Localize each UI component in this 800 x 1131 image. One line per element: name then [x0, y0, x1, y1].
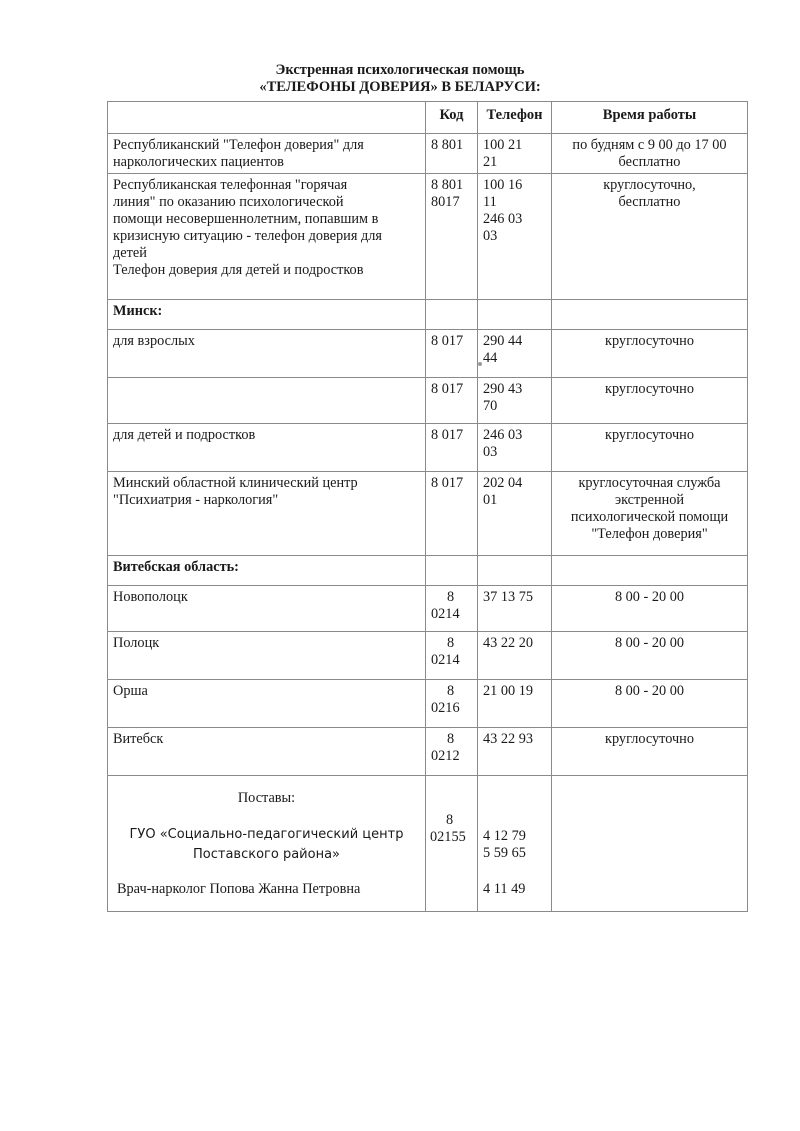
region-row	[108, 556, 748, 586]
name-line: Республиканский "Телефон доверия" для	[113, 137, 364, 153]
code-line: 8 017	[431, 427, 464, 443]
name-line: детей	[113, 245, 147, 261]
postavy-phone-cell	[478, 776, 552, 912]
phone-line: 37 13 75	[483, 589, 534, 605]
name-line: "Психиатрия - наркология"	[113, 492, 279, 508]
postavy-code-cell	[426, 776, 478, 912]
code-line: 8 017	[431, 333, 464, 349]
time-cell	[552, 472, 748, 556]
phone-line: 43 22 20	[483, 635, 534, 651]
code-cell	[426, 174, 478, 300]
table-body	[108, 134, 748, 776]
time-line: круглосуточно	[605, 427, 694, 443]
name-line: наркологических пациентов	[113, 154, 284, 170]
time-line: круглосуточно	[605, 381, 694, 397]
empty-cell	[426, 300, 478, 330]
time-line: круглосуточно,	[603, 177, 696, 193]
header-name	[108, 102, 426, 134]
phone-cell	[478, 330, 552, 378]
phone-line: 03	[483, 228, 498, 244]
code-cell	[426, 330, 478, 378]
title-line-2: «ТЕЛЕФОНЫ ДОВЕРИЯ» В БЕЛАРУСИ:	[259, 79, 541, 95]
name-line: Витебск	[113, 731, 164, 747]
postavy-code-line-2: 02155	[430, 829, 466, 845]
name-line: Минский областной клинический центр	[113, 475, 358, 491]
time-cell	[552, 680, 748, 728]
name-cell	[108, 378, 426, 424]
phone-cell	[478, 728, 552, 776]
header-code: Код	[426, 102, 478, 134]
name-line: для детей и подростков	[113, 427, 256, 443]
phone-line: 202 04	[483, 475, 523, 491]
name-cell	[108, 680, 426, 728]
phone-line: 290 43	[483, 381, 523, 397]
document-title	[0, 62, 800, 96]
name-cell	[108, 134, 426, 174]
time-line: 8 00 - 20 00	[614, 683, 685, 699]
phone-line: 290 44	[483, 333, 523, 349]
phone-line: 21	[483, 154, 498, 170]
table-row	[108, 680, 748, 728]
code-cell	[426, 632, 478, 680]
code-line: 8 801	[431, 177, 464, 193]
name-cell	[108, 472, 426, 556]
code-line: 8	[447, 731, 455, 747]
table-row	[108, 330, 748, 378]
postavy-code-line-1: 8	[446, 812, 454, 828]
table-header-row	[108, 102, 748, 134]
code-line: 0216	[431, 700, 460, 716]
hotline-table	[107, 101, 748, 912]
table-row	[108, 632, 748, 680]
title-line-1: Экстренная психологическая помощь	[275, 62, 525, 78]
table-row	[108, 472, 748, 556]
code-cell	[426, 586, 478, 632]
postavy-city: Поставы:	[237, 790, 296, 806]
name-line: кризисную ситуацию - телефон доверия для	[113, 228, 382, 244]
empty-cell	[426, 556, 478, 586]
name-line: Республиканская телефонная "горячая	[113, 177, 348, 193]
phone-cell	[478, 680, 552, 728]
code-cell	[426, 680, 478, 728]
code-cell	[426, 134, 478, 174]
scan-speck	[478, 362, 482, 366]
empty-cell	[552, 556, 748, 586]
phone-line: 44	[483, 350, 498, 366]
phone-line: 43 22 93	[483, 731, 534, 747]
phone-cell	[478, 174, 552, 300]
name-line: Новополоцк	[113, 589, 188, 605]
name-cell	[108, 728, 426, 776]
name-cell	[108, 632, 426, 680]
postavy-org	[113, 825, 420, 865]
code-cell	[426, 728, 478, 776]
phone-line: 246 03	[483, 427, 523, 443]
code-line: 8	[447, 589, 455, 605]
postavy-section	[108, 776, 748, 912]
code-cell	[426, 424, 478, 472]
code-line: 0214	[431, 606, 460, 622]
postavy-phone-2: 5 59 65	[483, 845, 526, 861]
name-cell	[108, 586, 426, 632]
phone-line: 21 00 19	[483, 683, 534, 699]
postavy-phone-1: 4 12 79	[483, 828, 526, 844]
code-line: 8	[447, 635, 455, 651]
time-line: круглосуточно	[605, 333, 694, 349]
name-line: Полоцк	[113, 635, 160, 651]
phone-line: 100 21	[483, 137, 523, 153]
postavy-time-cell	[552, 776, 748, 912]
phone-line: 246 03	[483, 211, 523, 227]
phone-line: 11	[483, 194, 497, 210]
header-time: Время работы	[552, 102, 748, 134]
name-cell	[108, 174, 426, 300]
region-row	[108, 300, 748, 330]
time-line: психологической помощи	[570, 509, 729, 525]
time-line: экстренной	[614, 492, 685, 508]
postavy-org-line-2: Поставского района»	[193, 847, 340, 862]
table-row	[108, 174, 748, 300]
phone-line: 01	[483, 492, 498, 508]
time-line: "Телефон доверия"	[591, 526, 708, 542]
header-phone: Телефон	[478, 102, 552, 134]
phone-cell	[478, 586, 552, 632]
table-row	[108, 134, 748, 174]
code-line: 8	[447, 683, 455, 699]
postavy-doctor: Врач-нарколог Попова Жанна Петровна	[117, 881, 361, 897]
name-line: линия" по оказанию психологической	[113, 194, 344, 210]
region-title: Минск:	[108, 300, 426, 330]
code-cell	[426, 472, 478, 556]
empty-cell	[478, 300, 552, 330]
name-line: помощи несовершеннолетним, попавшим в	[113, 211, 379, 227]
time-cell	[552, 424, 748, 472]
name-line: Орша	[113, 683, 148, 699]
table-row	[108, 586, 748, 632]
phone-cell	[478, 378, 552, 424]
phone-cell	[478, 424, 552, 472]
code-line: 8 017	[431, 381, 464, 397]
postavy-row	[108, 776, 748, 912]
time-line: по будням с 9 00 до 17 00	[572, 137, 727, 153]
code-line: 0214	[431, 652, 460, 668]
time-line: круглосуточно	[605, 731, 694, 747]
time-line: 8 00 - 20 00	[614, 589, 685, 605]
time-cell	[552, 728, 748, 776]
phone-line: 03	[483, 444, 498, 460]
table-row	[108, 728, 748, 776]
name-line: для взрослых	[113, 333, 195, 349]
table-row	[108, 424, 748, 472]
name-line: Телефон доверия для детей и подростков	[113, 262, 364, 278]
time-cell	[552, 134, 748, 174]
postavy-org-line-1: ГУО «Социально-педагогический центр	[129, 827, 404, 842]
code-cell	[426, 378, 478, 424]
table-row	[108, 378, 748, 424]
time-cell	[552, 174, 748, 300]
phone-line: 70	[483, 398, 498, 414]
postavy-phone-3: 4 11 49	[483, 881, 526, 897]
time-line: круглосуточная служба	[578, 475, 721, 491]
code-line: 8017	[431, 194, 460, 210]
name-cell	[108, 330, 426, 378]
phone-cell	[478, 472, 552, 556]
time-line: бесплатно	[618, 154, 681, 170]
phone-cell	[478, 134, 552, 174]
code-line: 8 017	[431, 475, 464, 491]
code-line: 0212	[431, 748, 460, 764]
name-cell	[108, 424, 426, 472]
time-cell	[552, 586, 748, 632]
code-line: 8 801	[431, 137, 464, 153]
time-cell	[552, 378, 748, 424]
phone-line: 100 16	[483, 177, 523, 193]
empty-cell	[552, 300, 748, 330]
time-line: 8 00 - 20 00	[614, 635, 685, 651]
phone-cell	[478, 632, 552, 680]
empty-cell	[478, 556, 552, 586]
postavy-name-cell	[108, 776, 426, 912]
time-cell	[552, 330, 748, 378]
region-title: Витебская область:	[108, 556, 426, 586]
time-cell	[552, 632, 748, 680]
time-line: бесплатно	[618, 194, 681, 210]
